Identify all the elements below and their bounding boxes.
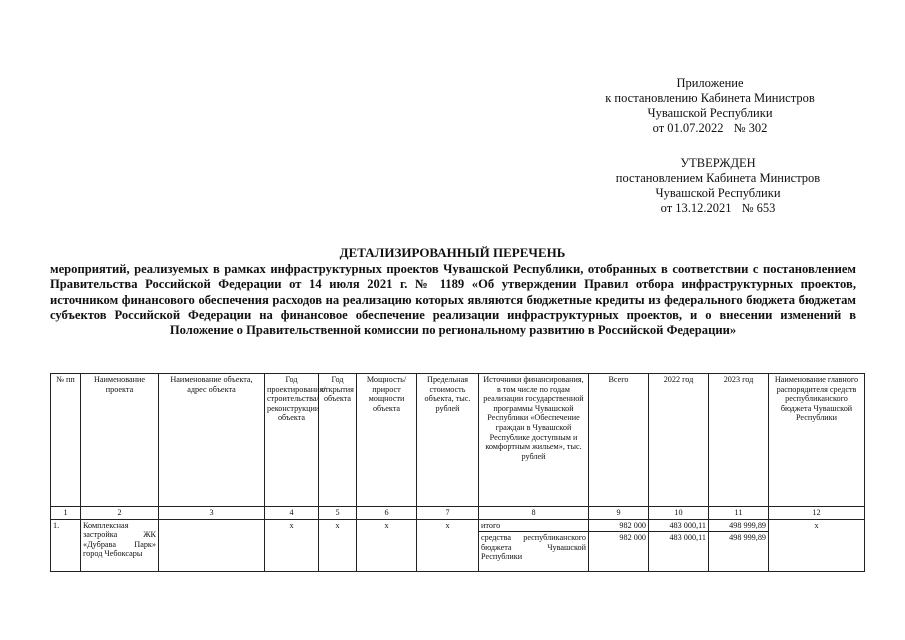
row-capacity: x: [357, 519, 417, 572]
header-2022: 2022 год: [649, 374, 709, 507]
row-source-2022: 483 000,11: [649, 532, 709, 572]
header-sources: Источники финансирования, в том числе по годам реализации государственной программы Чувашской Республики «Обеспечение граждан в Чувашской Республике доступным и комфортным жильем», тыс. рублей: [479, 374, 589, 507]
header-max-cost: Предельная стоимость объекта, тыс. рублей: [417, 374, 479, 507]
appendix-authority: к постановлению Кабинета Министров: [605, 91, 815, 105]
col-number: 10: [649, 507, 709, 520]
document-title: ДЕТАЛИЗИРОВАННЫЙ ПЕРЕЧЕНЬ: [339, 245, 566, 260]
header-year-open: Год открытия объекта: [319, 374, 357, 507]
appendix-number: № 302: [733, 121, 768, 135]
approved-date: от 13.12.2021: [660, 201, 732, 215]
row-source-2023: 498 999,89: [709, 519, 769, 532]
header-year-design: Год проектирования/ строительства/ реконструкции объекта: [265, 374, 319, 507]
col-number: 12: [769, 507, 865, 520]
appendix-block: [560, 76, 860, 136]
col-number: 6: [357, 507, 417, 520]
row-source-2022: 483 000,11: [649, 519, 709, 532]
approved-authority: постановлением Кабинета Министров: [615, 171, 821, 185]
appendix-date: от 01.07.2022: [652, 121, 724, 135]
col-number: 8: [479, 507, 589, 520]
header-capacity: Мощность/ прирост мощности объекта: [357, 374, 417, 507]
col-number: 9: [589, 507, 649, 520]
row-max-cost: x: [417, 519, 479, 572]
col-number: 1: [51, 507, 81, 520]
header-distributor: Наименование главного распорядителя средств республиканского бюджета Чувашской Республики: [769, 374, 865, 507]
projects-table: [50, 373, 865, 572]
approved-region: Чувашской Республики: [655, 186, 781, 200]
row-source-total: 982 000: [589, 519, 649, 532]
header-total: Всего: [589, 374, 649, 507]
approved-block: [560, 156, 876, 216]
appendix-label: Приложение: [676, 76, 744, 90]
row-number: 1.: [51, 519, 81, 572]
col-number: 5: [319, 507, 357, 520]
row-source-total: 982 000: [589, 532, 649, 572]
approved-number: № 653: [741, 201, 776, 215]
appendix-region: Чувашской Республики: [647, 106, 773, 120]
document-subtitle: мероприятий, реализуемых в рамках инфраструктурных проектов Чувашской Республики, отобранных в соответствии с постановлением Правительства Российской Федерации от 14 июля 2021 г. № 1189 «Об утверждении Правил отбора инфраструктурных проектов, источником финансового обеспечения расходов на реализацию которых являются бюджетные кредиты из федерального бюджета бюджетам субъектов Российской Федерации на финансовое обеспечение реализации инфраструктурных проектов, и о внесении изменений в Положение о Правительственной комиссии по региональному развитию в Российской Федерации»: [50, 262, 856, 338]
row-source-name: итого: [479, 519, 589, 532]
row-year-design: x: [265, 519, 319, 572]
col-number: 11: [709, 507, 769, 520]
table-row: [51, 519, 865, 532]
col-number: 2: [81, 507, 159, 520]
approved-label: УТВЕРЖДЕН: [680, 156, 756, 170]
row-object-name: [159, 519, 265, 572]
row-source-2023: 498 999,89: [709, 532, 769, 572]
col-number: 7: [417, 507, 479, 520]
table-header-row: [51, 374, 865, 507]
row-project-name: Комплексная застройка ЖК «Дубрава Парк» город Чебоксары: [81, 519, 159, 572]
header-number: № пп: [51, 374, 81, 507]
col-number: 3: [159, 507, 265, 520]
row-source-name: средства республиканского бюджета Чувашской Республики: [479, 532, 589, 572]
row-year-open: x: [319, 519, 357, 572]
header-project-name: Наименование проекта: [81, 374, 159, 507]
header-2023: 2023 год: [709, 374, 769, 507]
column-number-row: [51, 507, 865, 520]
col-number: 4: [265, 507, 319, 520]
header-object-name: Наименование объекта, адрес объекта: [159, 374, 265, 507]
row-distributor: x: [769, 519, 865, 572]
